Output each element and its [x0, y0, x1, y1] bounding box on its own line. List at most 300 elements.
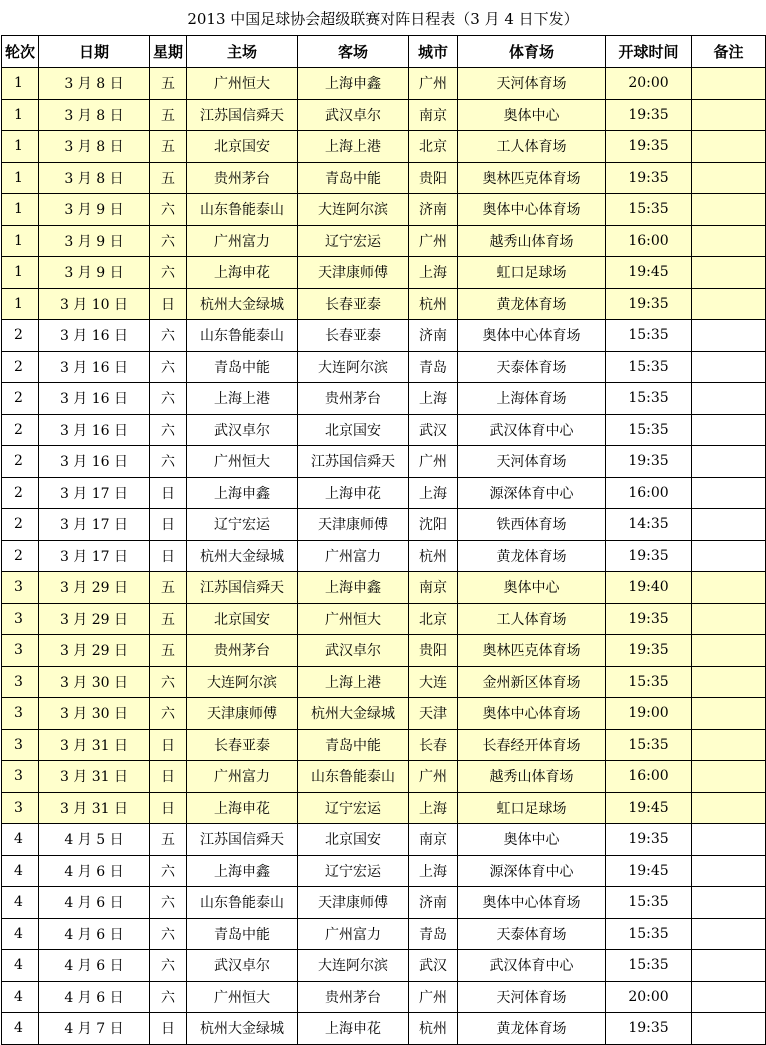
- cell-away-team: 长春亚泰: [298, 320, 409, 352]
- cell-kickoff-time: 19:35: [606, 824, 692, 856]
- cell-home-team: 杭州大金绿城: [187, 540, 298, 572]
- cell-date: 3 月 10 日: [39, 288, 150, 320]
- cell-note: [692, 414, 766, 446]
- cell-city: 南京: [409, 572, 458, 604]
- cell-round: 1: [2, 162, 39, 194]
- cell-home-team: 武汉卓尔: [187, 950, 298, 982]
- cell-date: 4 月 5 日: [39, 824, 150, 856]
- cell-kickoff-time: 14:35: [606, 509, 692, 541]
- cell-stadium: 武汉体育中心: [458, 950, 606, 982]
- cell-round: 1: [2, 99, 39, 131]
- cell-city: 广州: [409, 446, 458, 478]
- cell-round: 2: [2, 320, 39, 352]
- cell-away-team: 武汉卓尔: [298, 635, 409, 667]
- cell-city: 北京: [409, 131, 458, 163]
- cell-weekday: 六: [150, 414, 187, 446]
- cell-note: [692, 824, 766, 856]
- cell-note: [692, 509, 766, 541]
- cell-kickoff-time: 15:35: [606, 320, 692, 352]
- cell-date: 3 月 30 日: [39, 666, 150, 698]
- cell-away-team: 北京国安: [298, 414, 409, 446]
- table-row: [2, 414, 766, 446]
- table-row: [2, 477, 766, 509]
- cell-away-team: 山东鲁能泰山: [298, 761, 409, 793]
- cell-away-team: 天津康师傅: [298, 257, 409, 289]
- cell-date: 3 月 16 日: [39, 414, 150, 446]
- cell-city: 沈阳: [409, 509, 458, 541]
- cell-round: 4: [2, 981, 39, 1013]
- cell-home-team: 江苏国信舜天: [187, 99, 298, 131]
- table-row: [2, 225, 766, 257]
- cell-date: 4 月 6 日: [39, 855, 150, 887]
- cell-city: 长春: [409, 729, 458, 761]
- cell-stadium: 工人体育场: [458, 603, 606, 635]
- cell-round: 2: [2, 414, 39, 446]
- cell-round: 1: [2, 194, 39, 226]
- cell-kickoff-time: 19:35: [606, 162, 692, 194]
- table-row: [2, 446, 766, 478]
- cell-weekday: 六: [150, 194, 187, 226]
- cell-kickoff-time: 15:35: [606, 887, 692, 919]
- cell-date: 4 月 7 日: [39, 1013, 150, 1045]
- cell-weekday: 日: [150, 509, 187, 541]
- cell-weekday: 六: [150, 855, 187, 887]
- cell-city: 杭州: [409, 1013, 458, 1045]
- cell-date: 3 月 9 日: [39, 257, 150, 289]
- cell-date: 3 月 8 日: [39, 131, 150, 163]
- cell-round: 4: [2, 1013, 39, 1045]
- cell-kickoff-time: 19:35: [606, 1013, 692, 1045]
- cell-city: 杭州: [409, 540, 458, 572]
- table-row: [2, 950, 766, 982]
- cell-round: 3: [2, 635, 39, 667]
- cell-weekday: 六: [150, 918, 187, 950]
- cell-away-team: 上海申花: [298, 1013, 409, 1045]
- cell-home-team: 青岛中能: [187, 918, 298, 950]
- cell-stadium: 越秀山体育场: [458, 761, 606, 793]
- cell-note: [692, 887, 766, 919]
- cell-date: 4 月 6 日: [39, 887, 150, 919]
- table-row: [2, 509, 766, 541]
- cell-date: 3 月 17 日: [39, 509, 150, 541]
- cell-away-team: 贵州茅台: [298, 383, 409, 415]
- cell-city: 南京: [409, 99, 458, 131]
- cell-round: 2: [2, 351, 39, 383]
- cell-note: [692, 635, 766, 667]
- cell-home-team: 上海申鑫: [187, 855, 298, 887]
- cell-round: 3: [2, 572, 39, 604]
- table-row: [2, 162, 766, 194]
- cell-city: 上海: [409, 257, 458, 289]
- cell-kickoff-time: 19:35: [606, 635, 692, 667]
- cell-round: 3: [2, 603, 39, 635]
- cell-note: [692, 194, 766, 226]
- cell-weekday: 六: [150, 257, 187, 289]
- cell-stadium: 武汉体育中心: [458, 414, 606, 446]
- cell-stadium: 奥林匹克体育场: [458, 635, 606, 667]
- cell-note: [692, 792, 766, 824]
- header-kickoff: 开球时间: [606, 36, 692, 68]
- cell-away-team: 大连阿尔滨: [298, 194, 409, 226]
- table-row: [2, 666, 766, 698]
- cell-note: [692, 162, 766, 194]
- cell-home-team: 广州恒大: [187, 446, 298, 478]
- cell-weekday: 六: [150, 666, 187, 698]
- cell-away-team: 杭州大金绿城: [298, 698, 409, 730]
- table-row: [2, 729, 766, 761]
- cell-kickoff-time: 16:00: [606, 761, 692, 793]
- cell-date: 4 月 6 日: [39, 950, 150, 982]
- cell-date: 3 月 8 日: [39, 162, 150, 194]
- header-row: [2, 36, 766, 68]
- cell-date: 3 月 9 日: [39, 225, 150, 257]
- cell-kickoff-time: 15:35: [606, 414, 692, 446]
- cell-kickoff-time: 15:35: [606, 918, 692, 950]
- cell-home-team: 天津康师傅: [187, 698, 298, 730]
- cell-away-team: 上海申鑫: [298, 572, 409, 604]
- cell-away-team: 辽宁宏运: [298, 792, 409, 824]
- cell-city: 上海: [409, 855, 458, 887]
- cell-kickoff-time: 19:35: [606, 99, 692, 131]
- cell-note: [692, 99, 766, 131]
- cell-weekday: 五: [150, 603, 187, 635]
- cell-away-team: 武汉卓尔: [298, 99, 409, 131]
- table-row: [2, 603, 766, 635]
- cell-away-team: 青岛中能: [298, 729, 409, 761]
- header-date: 日期: [39, 36, 150, 68]
- cell-note: [692, 288, 766, 320]
- cell-home-team: 上海申花: [187, 257, 298, 289]
- table-row: [2, 351, 766, 383]
- cell-stadium: 奥体中心: [458, 99, 606, 131]
- cell-date: 3 月 30 日: [39, 698, 150, 730]
- cell-kickoff-time: 16:00: [606, 225, 692, 257]
- schedule-table: [1, 35, 766, 1045]
- cell-weekday: 六: [150, 981, 187, 1013]
- cell-date: 3 月 29 日: [39, 635, 150, 667]
- cell-city: 济南: [409, 320, 458, 352]
- cell-kickoff-time: 19:40: [606, 572, 692, 604]
- cell-kickoff-time: 19:00: [606, 698, 692, 730]
- cell-date: 3 月 8 日: [39, 68, 150, 100]
- cell-round: 2: [2, 446, 39, 478]
- table-row: [2, 99, 766, 131]
- cell-weekday: 六: [150, 446, 187, 478]
- cell-home-team: 上海申花: [187, 792, 298, 824]
- cell-weekday: 日: [150, 792, 187, 824]
- cell-away-team: 天津康师傅: [298, 509, 409, 541]
- cell-kickoff-time: 15:35: [606, 666, 692, 698]
- cell-kickoff-time: 19:35: [606, 288, 692, 320]
- cell-home-team: 广州恒大: [187, 68, 298, 100]
- cell-weekday: 六: [150, 887, 187, 919]
- cell-away-team: 大连阿尔滨: [298, 351, 409, 383]
- cell-note: [692, 351, 766, 383]
- cell-date: 3 月 31 日: [39, 729, 150, 761]
- cell-city: 贵阳: [409, 162, 458, 194]
- table-row: [2, 194, 766, 226]
- cell-city: 武汉: [409, 414, 458, 446]
- cell-city: 杭州: [409, 288, 458, 320]
- cell-round: 2: [2, 383, 39, 415]
- cell-note: [692, 950, 766, 982]
- cell-away-team: 青岛中能: [298, 162, 409, 194]
- cell-date: 3 月 16 日: [39, 383, 150, 415]
- cell-weekday: 六: [150, 320, 187, 352]
- cell-away-team: 上海申鑫: [298, 68, 409, 100]
- cell-away-team: 广州富力: [298, 918, 409, 950]
- schedule-body: [2, 68, 766, 1045]
- table-row: [2, 855, 766, 887]
- cell-note: [692, 1013, 766, 1045]
- cell-round: 1: [2, 257, 39, 289]
- cell-stadium: 上海体育场: [458, 383, 606, 415]
- cell-city: 青岛: [409, 351, 458, 383]
- cell-note: [692, 666, 766, 698]
- cell-city: 广州: [409, 68, 458, 100]
- cell-stadium: 工人体育场: [458, 131, 606, 163]
- header-stadium: 体育场: [458, 36, 606, 68]
- cell-kickoff-time: 19:45: [606, 257, 692, 289]
- cell-note: [692, 257, 766, 289]
- cell-weekday: 六: [150, 698, 187, 730]
- cell-city: 贵阳: [409, 635, 458, 667]
- cell-weekday: 五: [150, 824, 187, 856]
- table-row: [2, 288, 766, 320]
- cell-city: 上海: [409, 792, 458, 824]
- cell-weekday: 五: [150, 99, 187, 131]
- cell-kickoff-time: 15:35: [606, 383, 692, 415]
- cell-weekday: 六: [150, 383, 187, 415]
- cell-home-team: 广州富力: [187, 761, 298, 793]
- cell-kickoff-time: 20:00: [606, 68, 692, 100]
- cell-away-team: 广州恒大: [298, 603, 409, 635]
- table-row: [2, 131, 766, 163]
- cell-stadium: 奥体中心: [458, 824, 606, 856]
- cell-city: 上海: [409, 383, 458, 415]
- cell-home-team: 江苏国信舜天: [187, 824, 298, 856]
- cell-city: 北京: [409, 603, 458, 635]
- table-row: [2, 320, 766, 352]
- cell-home-team: 北京国安: [187, 603, 298, 635]
- cell-date: 3 月 31 日: [39, 792, 150, 824]
- cell-note: [692, 225, 766, 257]
- cell-kickoff-time: 19:35: [606, 603, 692, 635]
- cell-city: 武汉: [409, 950, 458, 982]
- cell-round: 3: [2, 729, 39, 761]
- table-row: [2, 918, 766, 950]
- table-row: [2, 887, 766, 919]
- cell-note: [692, 446, 766, 478]
- cell-stadium: 奥体中心: [458, 572, 606, 604]
- cell-stadium: 奥林匹克体育场: [458, 162, 606, 194]
- table-row: [2, 981, 766, 1013]
- cell-kickoff-time: 15:35: [606, 950, 692, 982]
- cell-away-team: 辽宁宏运: [298, 225, 409, 257]
- cell-home-team: 山东鲁能泰山: [187, 194, 298, 226]
- cell-stadium: 奥体中心体育场: [458, 887, 606, 919]
- table-row: [2, 68, 766, 100]
- cell-round: 1: [2, 131, 39, 163]
- cell-kickoff-time: 19:45: [606, 855, 692, 887]
- cell-date: 3 月 16 日: [39, 446, 150, 478]
- table-row: [2, 792, 766, 824]
- header-city: 城市: [409, 36, 458, 68]
- cell-round: 1: [2, 68, 39, 100]
- cell-weekday: 日: [150, 288, 187, 320]
- cell-note: [692, 855, 766, 887]
- cell-stadium: 黄龙体育场: [458, 1013, 606, 1045]
- cell-stadium: 金州新区体育场: [458, 666, 606, 698]
- cell-note: [692, 603, 766, 635]
- cell-stadium: 奥体中心体育场: [458, 320, 606, 352]
- cell-away-team: 贵州茅台: [298, 981, 409, 1013]
- cell-note: [692, 918, 766, 950]
- cell-kickoff-time: 19:45: [606, 792, 692, 824]
- cell-weekday: 五: [150, 131, 187, 163]
- cell-away-team: 辽宁宏运: [298, 855, 409, 887]
- cell-city: 济南: [409, 887, 458, 919]
- cell-home-team: 青岛中能: [187, 351, 298, 383]
- header-round: 轮次: [2, 36, 39, 68]
- cell-note: [692, 572, 766, 604]
- cell-stadium: 奥体中心体育场: [458, 194, 606, 226]
- cell-weekday: 日: [150, 477, 187, 509]
- cell-date: 3 月 29 日: [39, 603, 150, 635]
- cell-round: 4: [2, 824, 39, 856]
- cell-away-team: 上海上港: [298, 131, 409, 163]
- cell-round: 4: [2, 887, 39, 919]
- cell-city: 青岛: [409, 918, 458, 950]
- cell-kickoff-time: 19:35: [606, 540, 692, 572]
- cell-away-team: 上海申花: [298, 477, 409, 509]
- cell-date: 3 月 17 日: [39, 540, 150, 572]
- cell-round: 3: [2, 761, 39, 793]
- cell-city: 广州: [409, 225, 458, 257]
- cell-city: 广州: [409, 761, 458, 793]
- cell-kickoff-time: 20:00: [606, 981, 692, 1013]
- cell-round: 3: [2, 792, 39, 824]
- cell-city: 大连: [409, 666, 458, 698]
- cell-kickoff-time: 15:35: [606, 729, 692, 761]
- cell-home-team: 上海上港: [187, 383, 298, 415]
- cell-away-team: 广州富力: [298, 540, 409, 572]
- cell-weekday: 日: [150, 761, 187, 793]
- cell-stadium: 长春经开体育场: [458, 729, 606, 761]
- cell-stadium: 虹口足球场: [458, 257, 606, 289]
- table-row: [2, 540, 766, 572]
- cell-note: [692, 320, 766, 352]
- cell-weekday: 日: [150, 1013, 187, 1045]
- header-home: 主场: [187, 36, 298, 68]
- page-title: 2013 中国足球协会超级联赛对阵日程表（3 月 4 日下发）: [187, 10, 579, 28]
- cell-weekday: 日: [150, 540, 187, 572]
- table-row: [2, 698, 766, 730]
- cell-note: [692, 68, 766, 100]
- cell-stadium: 虹口足球场: [458, 792, 606, 824]
- cell-stadium: 越秀山体育场: [458, 225, 606, 257]
- cell-home-team: 武汉卓尔: [187, 414, 298, 446]
- cell-round: 3: [2, 666, 39, 698]
- header-weekday: 星期: [150, 36, 187, 68]
- cell-home-team: 上海申鑫: [187, 477, 298, 509]
- cell-stadium: 黄龙体育场: [458, 288, 606, 320]
- cell-kickoff-time: 15:35: [606, 194, 692, 226]
- cell-away-team: 天津康师傅: [298, 887, 409, 919]
- cell-note: [692, 383, 766, 415]
- cell-weekday: 五: [150, 68, 187, 100]
- header-note: 备注: [692, 36, 766, 68]
- cell-city: 广州: [409, 981, 458, 1013]
- cell-city: 天津: [409, 698, 458, 730]
- cell-home-team: 江苏国信舜天: [187, 572, 298, 604]
- cell-weekday: 六: [150, 950, 187, 982]
- cell-stadium: 天河体育场: [458, 981, 606, 1013]
- cell-away-team: 大连阿尔滨: [298, 950, 409, 982]
- table-row: [2, 635, 766, 667]
- cell-stadium: 源深体育中心: [458, 477, 606, 509]
- cell-stadium: 奥体中心体育场: [458, 698, 606, 730]
- cell-home-team: 山东鲁能泰山: [187, 320, 298, 352]
- cell-home-team: 杭州大金绿城: [187, 288, 298, 320]
- cell-date: 3 月 9 日: [39, 194, 150, 226]
- cell-home-team: 辽宁宏运: [187, 509, 298, 541]
- cell-home-team: 贵州茅台: [187, 162, 298, 194]
- cell-stadium: 天河体育场: [458, 68, 606, 100]
- cell-kickoff-time: 16:00: [606, 477, 692, 509]
- table-row: [2, 257, 766, 289]
- cell-city: 南京: [409, 824, 458, 856]
- cell-home-team: 山东鲁能泰山: [187, 887, 298, 919]
- cell-home-team: 杭州大金绿城: [187, 1013, 298, 1045]
- table-row: [2, 383, 766, 415]
- table-row: [2, 761, 766, 793]
- cell-round: 4: [2, 855, 39, 887]
- cell-note: [692, 729, 766, 761]
- cell-round: 4: [2, 918, 39, 950]
- cell-kickoff-time: 15:35: [606, 351, 692, 383]
- cell-weekday: 五: [150, 635, 187, 667]
- cell-home-team: 长春亚泰: [187, 729, 298, 761]
- cell-note: [692, 698, 766, 730]
- cell-stadium: 铁西体育场: [458, 509, 606, 541]
- cell-date: 4 月 6 日: [39, 918, 150, 950]
- cell-away-team: 北京国安: [298, 824, 409, 856]
- cell-weekday: 六: [150, 225, 187, 257]
- cell-home-team: 北京国安: [187, 131, 298, 163]
- cell-date: 3 月 29 日: [39, 572, 150, 604]
- cell-round: 2: [2, 540, 39, 572]
- cell-date: 3 月 17 日: [39, 477, 150, 509]
- cell-date: 3 月 8 日: [39, 99, 150, 131]
- cell-date: 3 月 16 日: [39, 351, 150, 383]
- cell-kickoff-time: 19:35: [606, 446, 692, 478]
- cell-round: 1: [2, 225, 39, 257]
- cell-home-team: 广州富力: [187, 225, 298, 257]
- cell-weekday: 六: [150, 351, 187, 383]
- cell-note: [692, 131, 766, 163]
- cell-note: [692, 981, 766, 1013]
- cell-stadium: 黄龙体育场: [458, 540, 606, 572]
- cell-stadium: 源深体育中心: [458, 855, 606, 887]
- cell-away-team: 江苏国信舜天: [298, 446, 409, 478]
- cell-date: 3 月 16 日: [39, 320, 150, 352]
- cell-weekday: 日: [150, 729, 187, 761]
- cell-stadium: 天泰体育场: [458, 918, 606, 950]
- table-row: [2, 572, 766, 604]
- cell-note: [692, 540, 766, 572]
- table-row: [2, 1013, 766, 1045]
